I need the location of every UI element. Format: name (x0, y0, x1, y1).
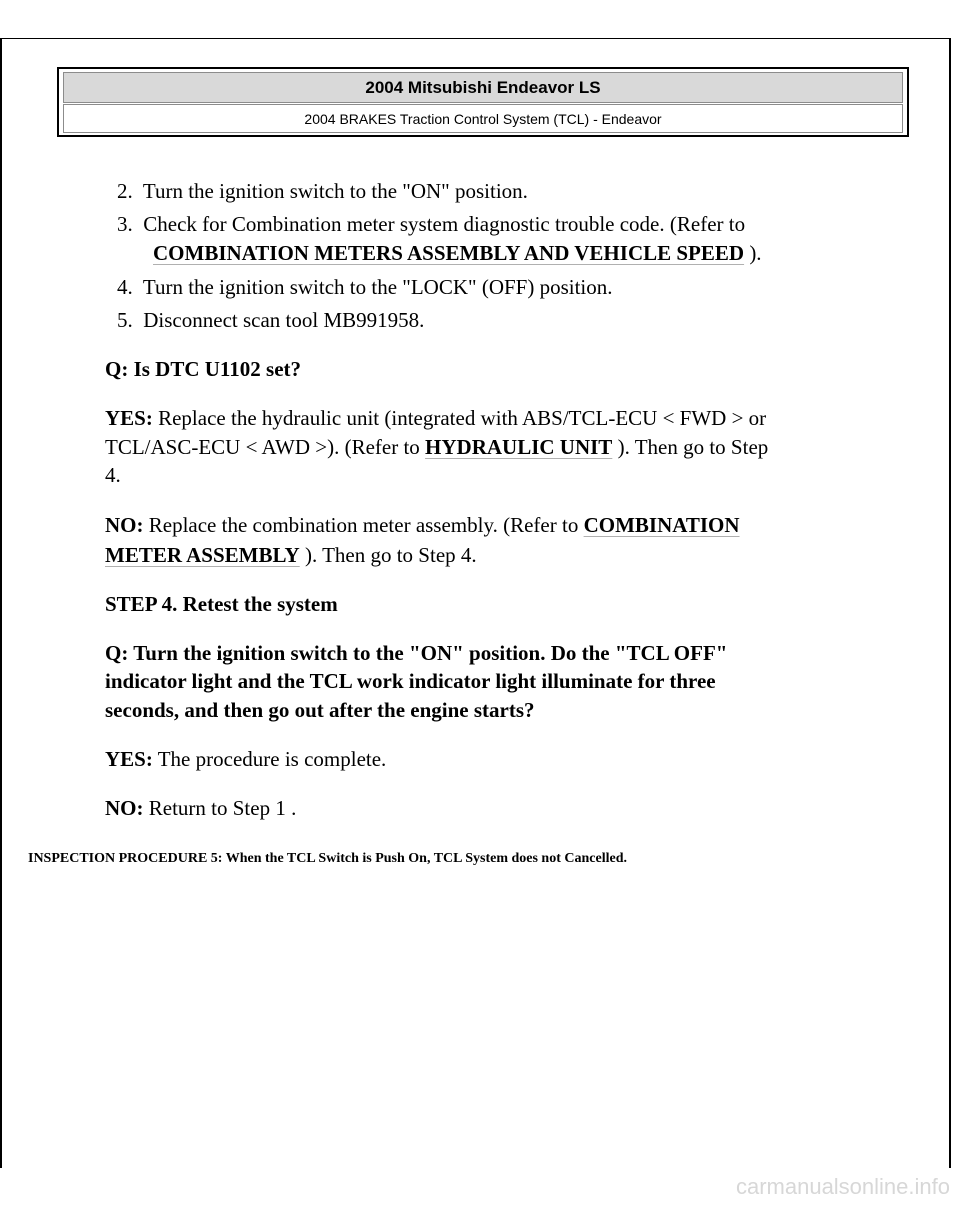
step-2 (117, 178, 528, 204)
step-5 (117, 307, 424, 333)
step-text: Turn the ignition switch to the "ON" position. (142, 179, 528, 203)
no-answer-1: NO: Replace the combination meter assembly. (Refer to COMBINATION (105, 513, 740, 537)
step-text: Disconnect scan tool MB991958. (143, 308, 425, 332)
inspection-procedure-heading: INSPECTION PROCEDURE 5: When the TCL Switch is Push On, TCL System does not Cancelled. (28, 851, 627, 866)
question-retest-line3: seconds, and then go out after the engine starts? (105, 698, 535, 722)
step-text: Turn the ignition switch to the "LOCK" (OFF) position. (142, 275, 613, 299)
hydraulic-unit-link[interactable]: HYDRAULIC UNIT (425, 435, 613, 459)
question-retest-line1: Q: Turn the ignition switch to the "ON" position. Do the "TCL OFF" (105, 641, 728, 665)
question-retest-line2: indicator light and the TCL work indicator light illuminate for three (105, 669, 716, 693)
combination-meters-link[interactable]: COMBINATION METERS ASSEMBLY AND VEHICLE SPEED (153, 241, 745, 265)
meter-assembly-link[interactable]: METER ASSEMBLY (105, 543, 300, 567)
question-dtc: Q: Is DTC U1102 set? (105, 357, 302, 381)
step-text: Check for Combination meter system diagnostic trouble code. (Refer to (143, 212, 746, 236)
combination-meter-link[interactable]: COMBINATION (583, 513, 740, 537)
step-number: 5. (117, 308, 133, 332)
document-header (57, 67, 909, 137)
section-subtitle: 2004 BRAKES Traction Control System (TCL) - Endeavor (63, 104, 903, 133)
step-3-continued: COMBINATION METERS ASSEMBLY AND VEHICLE SPEED ). (153, 241, 762, 265)
no-answer-1-line2: METER ASSEMBLY ). Then go to Step 4. (105, 543, 477, 567)
yes-answer-1-line3: 4. (105, 463, 121, 487)
step-4-heading: STEP 4. Retest the system (105, 592, 338, 616)
yes-answer-2: YES: The procedure is complete. (105, 747, 387, 771)
watermark: carmanualsonline.info (735, 1173, 950, 1199)
step-4 (117, 274, 613, 300)
step-number: 2. (117, 179, 133, 203)
no-answer-2: NO: Return to Step 1 . (105, 796, 297, 820)
step-3 (117, 211, 745, 237)
step-number: 3. (117, 212, 133, 236)
step-number: 4. (117, 275, 133, 299)
vehicle-title: 2004 Mitsubishi Endeavor LS (63, 72, 903, 103)
yes-answer-1: YES: Replace the hydraulic unit (integrated with ABS/TCL-ECU < FWD > or (105, 406, 767, 430)
yes-answer-1-line2: TCL/ASC-ECU < AWD >). (Refer to HYDRAULIC UNIT ). Then go to Step (105, 435, 769, 459)
